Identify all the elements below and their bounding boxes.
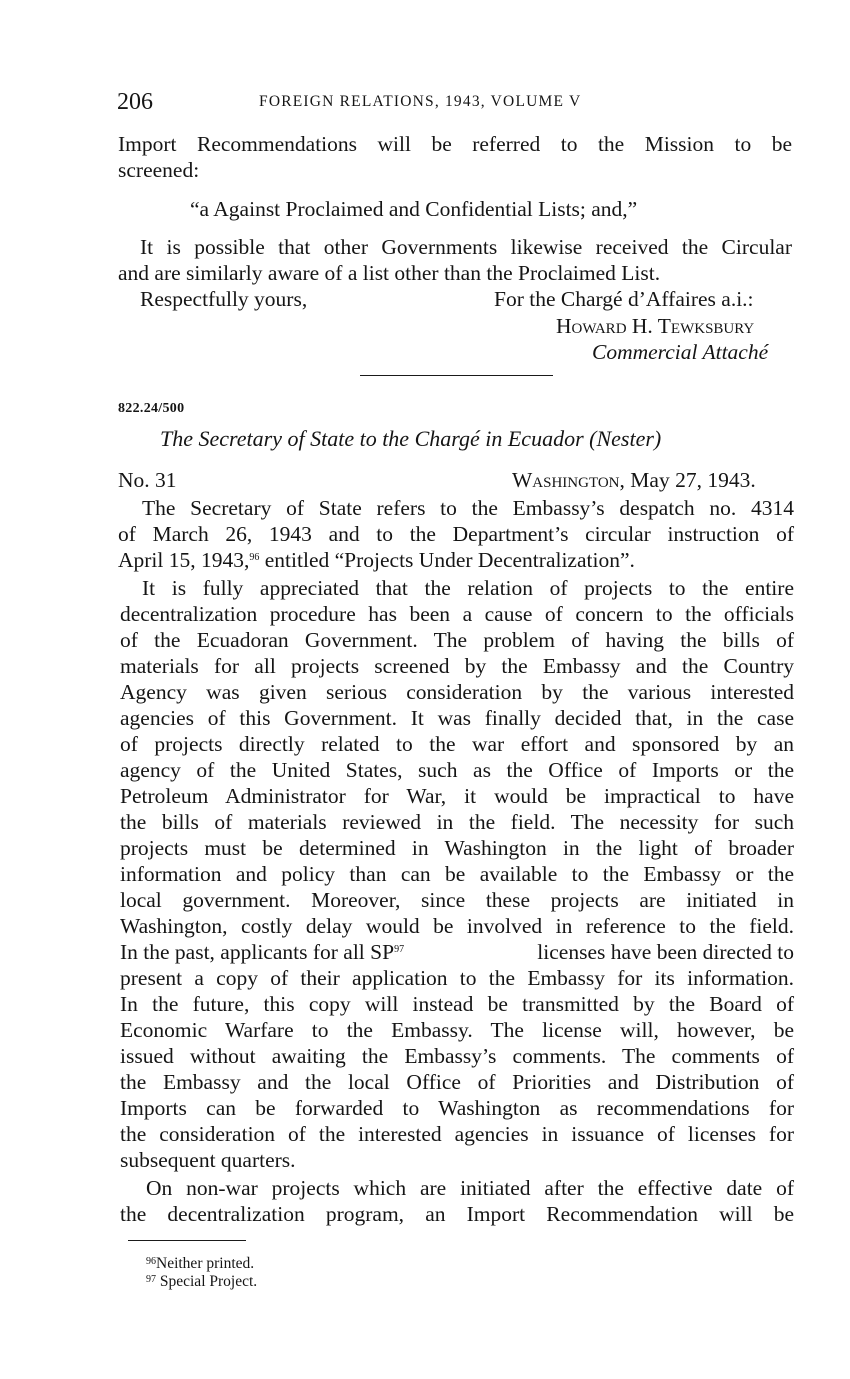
footnote-reference: 96 bbox=[249, 552, 260, 563]
text-segment bbox=[120, 939, 404, 965]
text-line: Import Recommendations will be referred to the Mission to be bbox=[118, 132, 792, 156]
text-line: present a copy of their application to the Embassy for its information. bbox=[120, 966, 794, 990]
text-line: the decentralization program, an Import Recommendation will be bbox=[120, 1202, 794, 1226]
text-line: Petroleum Administrator for War, it would be impractical to have bbox=[120, 784, 794, 808]
text-line: of March 26, 1943 and to the Department’s circular instruction of bbox=[118, 522, 794, 546]
text-line: Washington, costly delay would be involved in reference to the field. bbox=[120, 914, 794, 938]
text-line: of projects directly related to the war effort and sponsored by an bbox=[120, 732, 794, 756]
text-line: agency of the United States, such as the Office of Imports or the bbox=[120, 758, 794, 782]
footnote-marker: 96 bbox=[146, 1256, 156, 1267]
text-line: and are similarly aware of a list other than the Proclaimed List. bbox=[118, 261, 661, 285]
text-line: In the future, this copy will instead be transmitted by the Board of bbox=[120, 992, 794, 1016]
text-line: information and policy than can be available to the Embassy or the bbox=[120, 862, 794, 886]
for-line: For the Chargé d’Affaires a.i.: bbox=[494, 287, 754, 311]
text-line: the bills of materials reviewed in the field. The necessity for such bbox=[120, 810, 794, 834]
text-line: materials for all projects screened by the Embassy and the Country bbox=[120, 654, 794, 678]
text-line: screened: bbox=[118, 158, 200, 182]
text-segment: entitled “Projects Under Decentralization”. bbox=[259, 548, 635, 572]
footnote bbox=[146, 1272, 257, 1291]
document-number: No. 31 bbox=[118, 468, 177, 492]
text-line bbox=[118, 547, 635, 573]
document-heading: The Secretary of State to the Chargé in Ecuador (Nester) bbox=[160, 426, 662, 451]
text-line: The Secretary of State refers to the Embassy’s despatch no. 4314 bbox=[142, 496, 794, 520]
text-line: agencies of this Government. It was finally decided that, in the case bbox=[120, 706, 794, 730]
page-number: 206 bbox=[117, 89, 153, 115]
date: May 27, 1943. bbox=[630, 468, 756, 492]
signer-title: Commercial Attaché bbox=[592, 340, 769, 364]
text-segment: In the past, applicants for all SP bbox=[120, 940, 395, 964]
text-line: Imports can be forwarded to Washington as recommendations for bbox=[120, 1096, 794, 1120]
text-line: subsequent quarters. bbox=[120, 1148, 296, 1172]
text-line: Economic Warfare to the Embassy. The license will, however, be bbox=[120, 1018, 794, 1042]
text-line: the Embassy and the local Office of Priorities and Distribution of bbox=[120, 1070, 794, 1094]
signer-name: Howard H. Tewksbury bbox=[556, 314, 755, 338]
section-divider bbox=[360, 375, 553, 376]
text-line bbox=[120, 939, 794, 965]
footnote-reference: 97 bbox=[394, 944, 405, 955]
place: Washington, bbox=[512, 468, 625, 492]
text-line: It is possible that other Governments likewise received the Circular bbox=[140, 235, 792, 259]
footnote-text: Special Project. bbox=[159, 1273, 258, 1290]
running-head-title: FOREIGN RELATIONS, 1943, VOLUME V bbox=[259, 93, 582, 110]
text-line: decentralization procedure has been a cause of concern to the officials bbox=[120, 602, 794, 626]
closing: Respectfully yours, bbox=[140, 287, 308, 311]
file-number: 822.24/500 bbox=[118, 401, 185, 416]
running-head bbox=[117, 88, 792, 116]
footnote-marker: 97 bbox=[146, 1274, 156, 1285]
dateline bbox=[512, 467, 756, 493]
text-line: Agency was given serious consideration by the various interested bbox=[120, 680, 794, 704]
text-segment: licenses have been directed to bbox=[537, 940, 794, 964]
footnote-rule bbox=[128, 1240, 246, 1241]
text-line: It is fully appreciated that the relation of projects to the entire bbox=[142, 576, 794, 600]
footnote bbox=[146, 1254, 254, 1273]
quoted-line: “a Against Proclaimed and Confidential Lists; and,” bbox=[190, 197, 638, 221]
text-line: of the Ecuadoran Government. The problem of having the bills of bbox=[120, 628, 794, 652]
text-line: local government. Moreover, since these projects are initiated in bbox=[120, 888, 794, 912]
text-segment: April 15, 1943, bbox=[118, 548, 250, 572]
text-line: On non-war projects which are initiated after the effective date of bbox=[146, 1176, 794, 1200]
text-line: the consideration of the interested agencies in issuance of licenses for bbox=[120, 1122, 794, 1146]
text-line: issued without awaiting the Embassy’s comments. The comments of bbox=[120, 1044, 794, 1068]
footnote-text: Neither printed. bbox=[156, 1255, 255, 1272]
text-line: projects must be determined in Washington in the light of broader bbox=[120, 836, 794, 860]
